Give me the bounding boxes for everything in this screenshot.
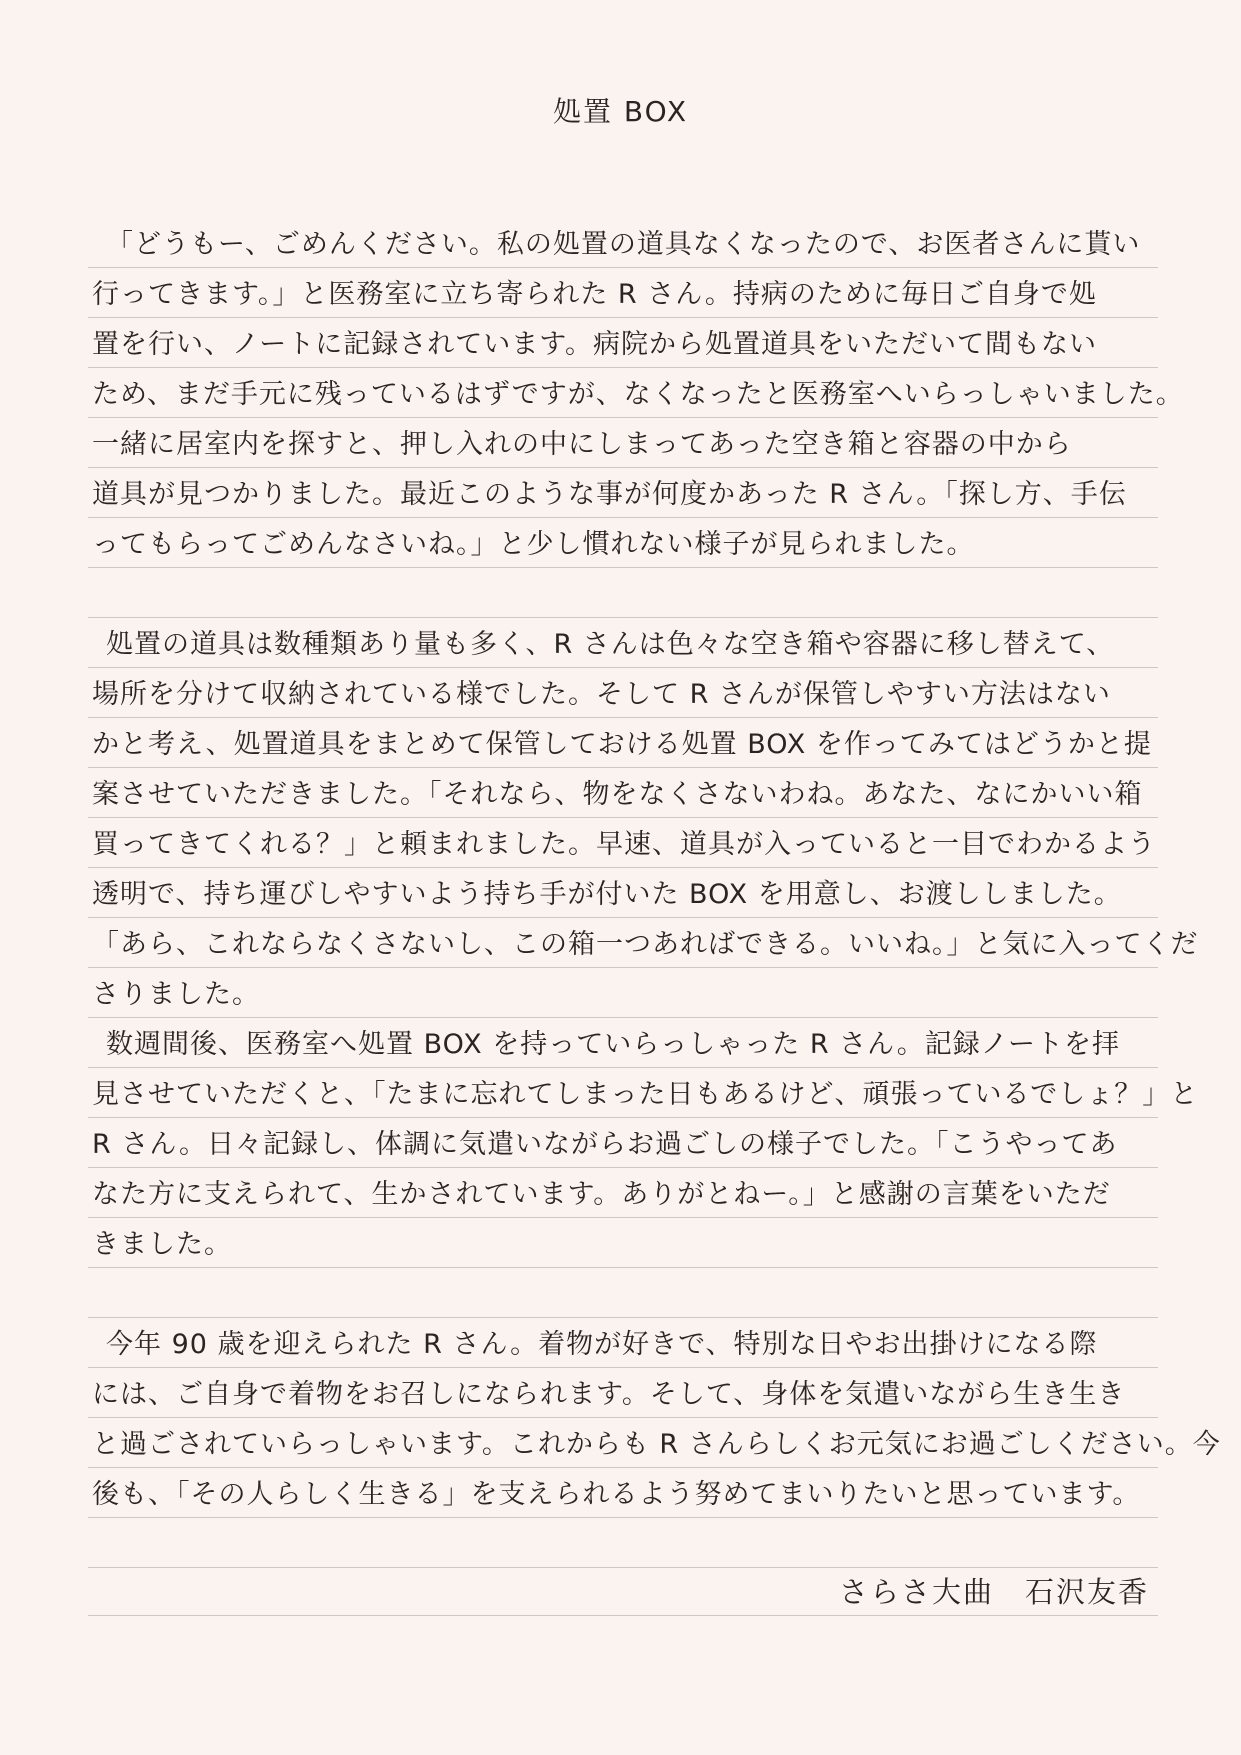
ruled-line — [88, 1467, 1158, 1468]
text-line: ってもらってごめんなさいね。」と少し慣れない様子が見られました。 — [92, 529, 975, 560]
ruled-line — [88, 867, 1158, 868]
ruled-line — [88, 617, 1158, 618]
document-title: 処置 BOX — [552, 95, 689, 128]
ruled-line — [88, 967, 1158, 968]
ruled-line — [88, 917, 1158, 918]
text-line: きました。 — [92, 1229, 232, 1260]
ruled-line — [88, 267, 1158, 268]
text-line: ため、まだ手元に残っているはずですが、なくなったと医務室へいらっしゃいました。 — [92, 379, 1184, 410]
text-line: さりました。 — [92, 979, 260, 1010]
text-line: 後も、「その人らしく生きる」を支えられるよう努めてまいりたいと思っています。 — [92, 1479, 1141, 1510]
ruled-line — [88, 667, 1158, 668]
text-line: 数週間後、医務室へ処置 BOX を持っていらっしゃった R さん。記録ノートを拝 — [106, 1029, 1120, 1060]
text-line: 「どうもー、ごめんください。私の処置の道具なくなったので、お医者さんに貰い — [106, 229, 1141, 260]
ruled-line — [88, 1517, 1158, 1518]
ruled-line — [88, 1317, 1158, 1318]
text-line: 行ってきます。」と医務室に立ち寄られた R さん。持病のために毎日ご自身で処 — [92, 279, 1097, 310]
ruled-line — [88, 567, 1158, 568]
text-line: 一緒に居室内を探すと、押し入れの中にしまってあった空き箱と容器の中から — [92, 429, 1072, 460]
ruled-line — [88, 767, 1158, 768]
ruled-line — [88, 1117, 1158, 1118]
text-line: かと考え、処置道具をまとめて保管しておける処置 BOX を作ってみてはどうかと提 — [92, 729, 1152, 760]
text-line: 置を行い、ノートに記録されています。病院から処置道具をいただいて間もない — [92, 329, 1098, 360]
ruled-line — [88, 1367, 1158, 1368]
text-line: 今年 90 歳を迎えられた R さん。着物が好きで、特別な日やお出掛けになる際 — [106, 1329, 1098, 1360]
text-line: 案させていただきました。「それなら、物をなくさないわね。あなた、なにかいい箱 — [92, 779, 1143, 810]
ruled-line — [88, 467, 1158, 468]
text-line: と過ごされていらっしゃいます。これからも R さんらしくお元気にお過ごしください。今 — [92, 1429, 1221, 1460]
ruled-line — [88, 1417, 1158, 1418]
ruled-line — [88, 1567, 1158, 1568]
text-line: 処置の道具は数種類あり量も多く、R さんは色々な空き箱や容器に移し替えて、 — [106, 629, 1115, 660]
ruled-line — [88, 1167, 1158, 1168]
text-line: なた方に支えられて、生かされています。ありがとねー。」と感謝の言葉をいただ — [92, 1179, 1111, 1210]
ruled-line — [88, 417, 1158, 418]
ruled-line — [88, 717, 1158, 718]
ruled-line — [88, 367, 1158, 368]
text-line: 見させていただくと、「たまに忘れてしまった日もあるけど、頑張っているでしょ？」と — [92, 1079, 1199, 1110]
ruled-line — [88, 517, 1158, 518]
ruled-line — [88, 817, 1158, 818]
text-line: 場所を分けて収納されている様でした。そして R さんが保管しやすい方法はない — [92, 679, 1111, 710]
text-line: には、ご自身で着物をお召しになられます。そして、身体を気遣いながら生き生き — [92, 1379, 1126, 1410]
text-line: 「あら、これならなくさないし、この箱一つあればできる。いいね。」と気に入ってくだ — [92, 929, 1199, 960]
ruled-line — [88, 1217, 1158, 1218]
ruled-line — [88, 317, 1158, 318]
text-line: 買ってきてくれる？」と頼まれました。早速、道具が入っていると一目でわかるよう — [92, 829, 1156, 860]
ruled-line — [88, 1615, 1158, 1616]
text-line: 道具が見つかりました。最近このような事が何度かあった R さん。「探し方、手伝 — [92, 479, 1127, 510]
ruled-line — [88, 1267, 1158, 1268]
author-signature: さらさ大曲 石沢友香 — [838, 1575, 1149, 1609]
text-line: R さん。日々記録し、体調に気遣いながらお過ごしの様子でした。「こうやってあ — [92, 1129, 1118, 1160]
ruled-line — [88, 1017, 1158, 1018]
text-line: 透明で、持ち運びしやすいよう持ち手が付いた BOX を用意し、お渡ししました。 — [92, 879, 1122, 910]
ruled-line — [88, 1067, 1158, 1068]
